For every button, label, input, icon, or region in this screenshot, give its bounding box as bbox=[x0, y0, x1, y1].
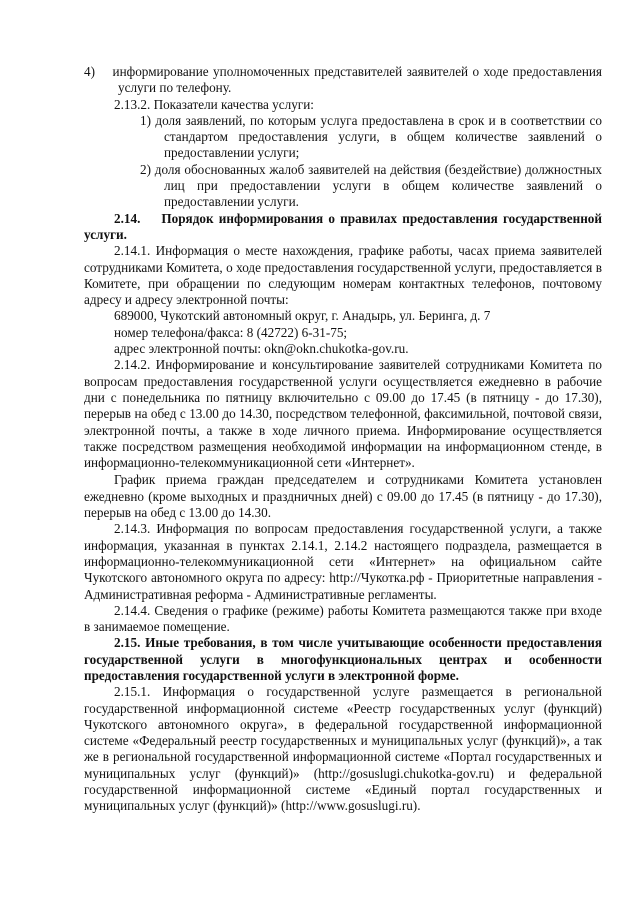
section-heading-2-14: 2.14. Порядок информирования о правилах предоставления государственной услуги. bbox=[84, 210, 602, 242]
list-item-4-informing-by-phone: 4) информирование уполномоченных представителей заявителей о ходе предоставления услуги по телефону. bbox=[84, 64, 602, 96]
section-heading-2-15: 2.15. Иные требования, в том числе учитывающие особенности предоставления государственной услуги в многофункциональных центрах и особенности предоставления государственной услуги в электронной форме. bbox=[84, 635, 602, 683]
committee-email: адрес электронной почты: okn@okn.chukotka-gov.ru. bbox=[114, 341, 409, 357]
paragraph-2-14-1: 2.14.1. Информация о месте нахождения, графике работы, часах приема заявителей сотрудниками Комитета, о ходе предоставления государственной услуги, предоставляется в Комитете, при обращении по следующим номерам контактных телефонов, почтовому адресу и адресу электронной почты: bbox=[84, 243, 602, 308]
section-2-13-2-quality-indicators: 2.13.2. Показатели качества услуги: bbox=[114, 96, 314, 112]
paragraph-2-14-3: 2.14.3. Информация по вопросам предоставления государственной услуги, а также информация, указанная в пунктах 2.14.1, 2.14.2 настоящего подраздела, размещается в информационно-телекоммуникационной сети «Интернет» на официальном сайте Чукотского автономного округа по адресу: http://Чукотка.рф - Приоритетные направления - Административная реформа - Административные регламенты. bbox=[84, 521, 602, 602]
paragraph-2-15-1: 2.15.1. Информация о государственной услуге размещается в региональной государственной информационной системе «Реестр государственных услуг (функций) Чукотского автономного округа», в федеральной государственной информационной системе «Федеральный реестр государственных и муниципальных услуг (функций)», а так же в региональной государственной информационной системе «Портал государственных и муниципальных услуг (функций)» (http://gosuslugi.chukotka-gov.ru) и федеральной государственной информационной системе «Единый портал государственных и муниципальных услуг (функций)» (http://www.gosuslugi.ru). bbox=[84, 684, 602, 814]
committee-address: 689000, Чукотский автономный округ, г. Анадырь, ул. Беринга, д. 7 bbox=[114, 308, 491, 324]
paragraph-2-14-2: 2.14.2. Информирование и консультирование заявителей сотрудниками Комитета по вопросам предоставления государственной услуги осуществляется ежедневно в рабочие дни с понедельника по пятницу включительно с 09.00 до 17.45 (в пятницу - до 17.30), перерыв на обед с 13.00 до 14.30, посредством телефонной, факсимильной, почтовой связи, электронной почты, а также в ходе личного приема. Информирование осуществляется также посредством размещения необходимой информации на информационном стенде, в информационно-телекоммуникационной сети «Интернет». bbox=[84, 357, 602, 471]
document-body bbox=[0, 64, 640, 815]
reception-schedule: График приема граждан председателем и сотрудниками Комитета установлен ежедневно (кроме выходных и праздничных дней) с 09.00 до 17.45 (в пятницу - до 17.30), перерыв на обед с 13.00 до 14.30. bbox=[84, 472, 602, 521]
committee-phone: номер телефона/факса: 8 (42722) 6-31-75; bbox=[114, 324, 348, 340]
quality-indicator-1: 1) доля заявлений, по которым услуга предоставлена в срок и в соответствии со стандартом предоставления услуги, в общем количестве заявлений о предоставлении услуги; bbox=[140, 112, 602, 161]
quality-indicator-2: 2) доля обоснованных жалоб заявителей на действия (бездействие) должностных лиц при предоставлении услуги в общем количестве заявлений о предоставлении услуги. bbox=[140, 161, 602, 210]
paragraph-2-14-4: 2.14.4. Сведения о графике (режиме) работы Комитета размещаются также при входе в занимаемое помещение. bbox=[84, 602, 602, 635]
